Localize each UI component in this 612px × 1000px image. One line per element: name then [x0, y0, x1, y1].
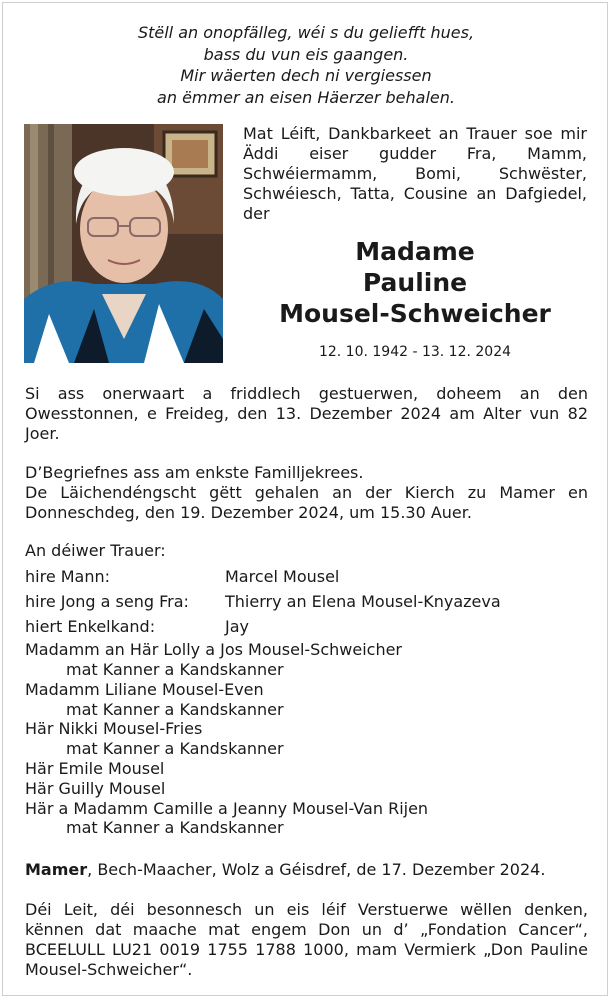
burial-line: D’Begriefnes ass am enkste Familljekrees. [25, 463, 364, 482]
family-subline: mat Kanner a Kandskanner [66, 660, 284, 679]
life-dates: 12. 10. 1942 - 13. 12. 2024 [318, 344, 512, 360]
relation-name: Jay [225, 617, 249, 636]
family-line: Här Guilly Mousel [25, 779, 166, 798]
burial-line: De Läichendéngscht gëtt gehalen an der Kierch zu Mamer en Donneschdeg, den 19. Dezember 2024, um 15.30 Auer. [25, 483, 588, 522]
relation-row [25, 592, 501, 612]
family-line: Madamm Liliane Mousel-Even [25, 680, 264, 699]
name-surname: Mousel-Schweicher [279, 299, 551, 328]
family-subline: mat Kanner a Kandskanner [66, 700, 284, 719]
portrait-photo [24, 124, 223, 363]
family-line: Här Nikki Mousel-Fries [25, 719, 203, 738]
name-title: Madame [355, 237, 475, 266]
death-paragraph: Si ass onerwaart a friddlech gestuerwen, doheem an den Owesstonnen, e Freideg, den 13. Dezember 2024 am Alter vun 82 Joer. [25, 384, 588, 443]
poem-line: Mir wäerten dech ni vergiessen [180, 66, 432, 85]
place-date-line [25, 860, 545, 880]
deceased-name [243, 236, 587, 329]
poem-line: Stëll an onopfälleg, wéi s du geliefft hues, [137, 23, 475, 42]
poem-line: an ëmmer an eisen Häerzer behalen. [157, 87, 455, 107]
relation-role: hiert Enkelkand: [25, 617, 156, 636]
family-line: Här Emile Mousel [25, 759, 165, 778]
burial-paragraph [25, 463, 588, 523]
family-subline: mat Kanner a Kandskanner [66, 818, 284, 837]
place-name: Mamer [25, 860, 88, 879]
family-line: Madamm an Här Lolly a Jos Mousel-Schweicher [25, 640, 403, 659]
relation-row [25, 567, 340, 587]
intro-text: Mat Léift, Dankbarkeet an Trauer soe mir Äddi eiser gudder Fra, Mamm, Schwéiermamm, Bomi, Schwëster, Schwéiesch, Tatta, Cousine an Dafgiedel, der [243, 124, 587, 223]
place-date: , Bech-Maacher, Wolz a Géisdref, de 17. Dezember 2024. [87, 860, 546, 879]
mourners-heading: An déiwer Trauer: [25, 541, 166, 560]
relation-name: Thierry an Elena Mousel-Knyazeva [225, 592, 501, 611]
poem-line: bass du vun eis gaangen. [203, 44, 409, 64]
poem [0, 22, 612, 108]
relation-row [25, 617, 249, 637]
family-line: Här a Madamm Camille a Jeanny Mousel-Van Rijen [25, 799, 429, 818]
donation-paragraph: Déi Leit, déi besonnesch un eis léif Verstuerwe wëllen denken, kënnen dat maache mat engem Don un d’ „Fondation Cancer“, BCEELULL LU21 0019 1755 1788 1000, mam Vermierk „Don Pauline Mousel-Schweicher“. [25, 900, 588, 979]
relation-role: hire Jong a seng Fra: [25, 592, 189, 611]
relation-name: Marcel Mousel [225, 567, 340, 586]
family-subline: mat Kanner a Kandskanner [66, 739, 284, 758]
relation-role: hire Mann: [25, 567, 111, 586]
name-first: Pauline [362, 268, 468, 297]
